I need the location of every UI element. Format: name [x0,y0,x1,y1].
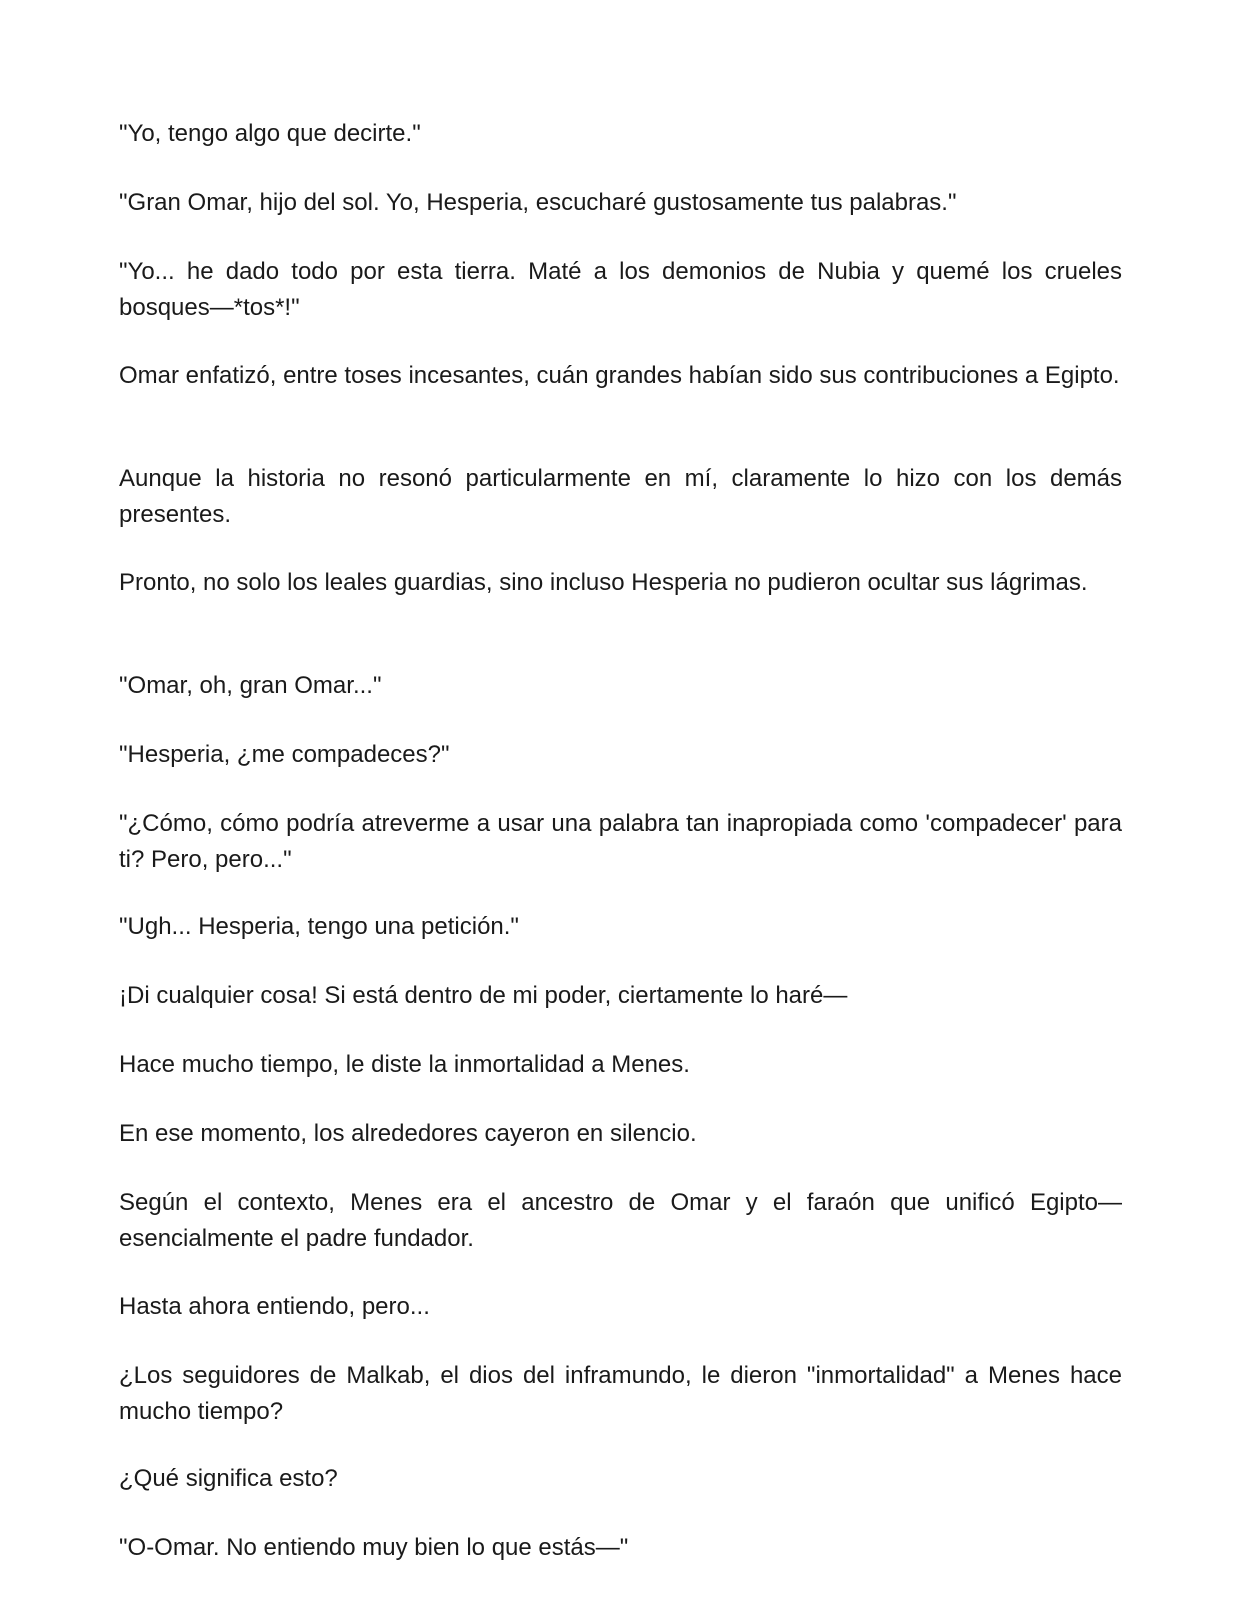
paragraph: Hace mucho tiempo, le diste la inmortalidad a Menes. [119,1051,690,1078]
paragraph: ¿Qué significa esto? [119,1465,338,1492]
paragraph: Según el contexto, Menes era el ancestro de Omar y el faraón que unificó Egipto—esencialmente el padre fundador. [119,1189,1122,1252]
paragraph: Pronto, no solo los leales guardias, sino incluso Hesperia no pudieron ocultar sus lágrimas. [119,569,1088,596]
paragraph: "Gran Omar, hijo del sol. Yo, Hesperia, escucharé gustosamente tus palabras." [119,189,957,216]
paragraph: ¡Di cualquier cosa! Si está dentro de mi poder, ciertamente lo haré— [119,982,848,1009]
paragraph: Omar enfatizó, entre toses incesantes, cuán grandes habían sido sus contribuciones a Egipto. [119,362,1120,389]
paragraph: "¿Cómo, cómo podría atreverme a usar una palabra tan inapropiada como 'compadecer' para ti? Pero, pero..." [119,810,1129,873]
paragraph: En ese momento, los alrededores cayeron en silencio. [119,1120,697,1147]
paragraph: ¿Los seguidores de Malkab, el dios del inframundo, le dieron "inmortalidad" a Menes hace mucho tiempo? [119,1362,1129,1425]
paragraph: "Yo, tengo algo que decirte." [119,120,421,147]
paragraph: "Yo... he dado todo por esta tierra. Maté a los demonios de Nubia y quemé los crueles bosques—*tos*!" [119,258,1129,321]
paragraph: "Hesperia, ¿me compadeces?" [119,741,450,768]
paragraph: "Omar, oh, gran Omar..." [119,672,382,699]
paragraph: "O-Omar. No entiendo muy bien lo que estás—" [119,1534,629,1561]
paragraph: Aunque la historia no resonó particularmente en mí, claramente lo hizo con los demás presentes. [119,465,1129,528]
paragraph: Hasta ahora entiendo, pero... [119,1293,430,1320]
paragraph: "Ugh... Hesperia, tengo una petición." [119,913,519,940]
